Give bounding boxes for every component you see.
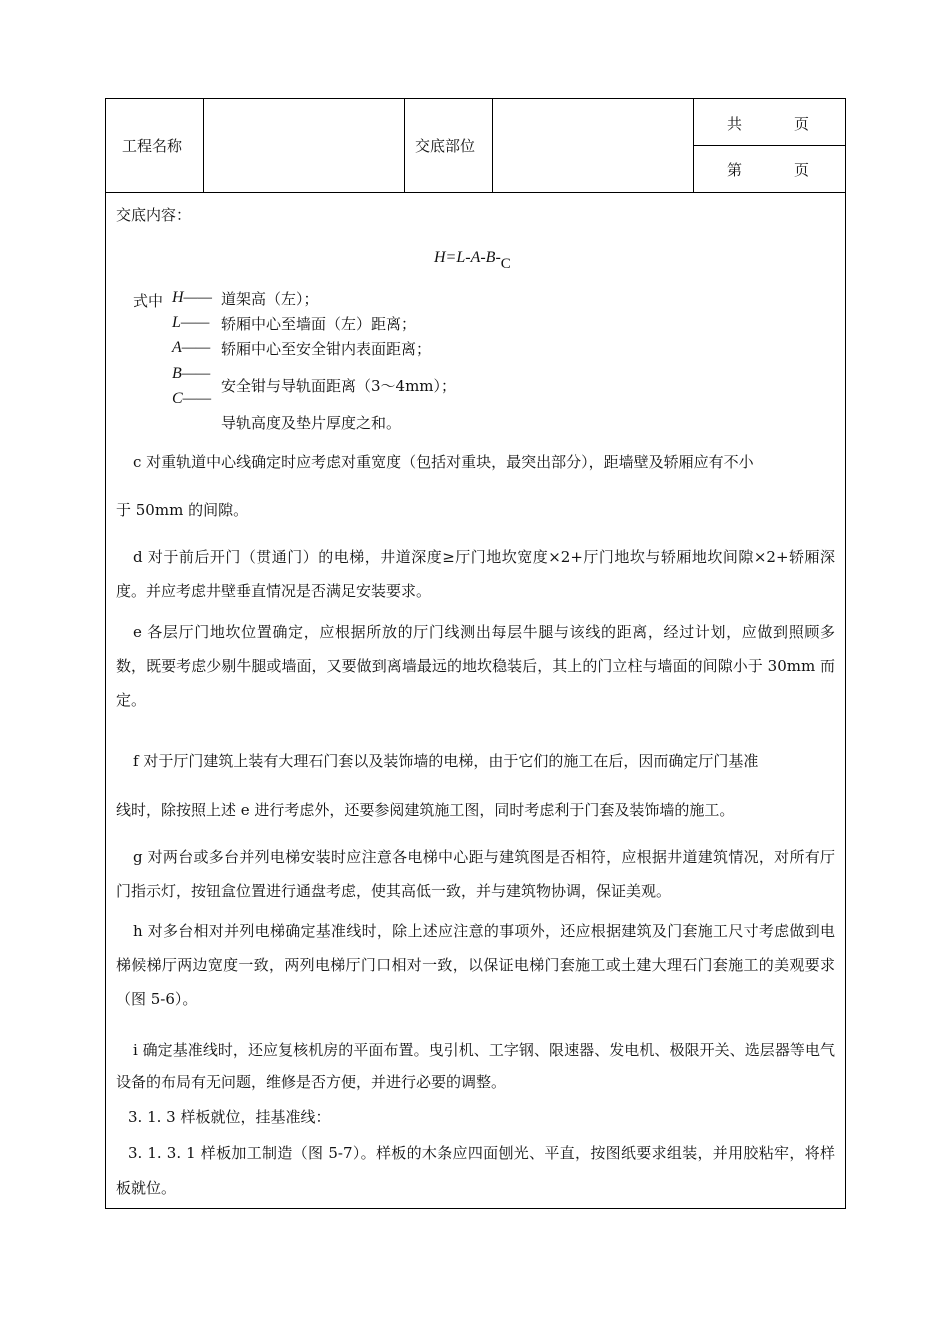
clause-c-line2: 于 50mm 的间隙。 bbox=[116, 501, 249, 519]
page-number-label: 第 bbox=[727, 161, 743, 179]
legend-symbol: L—— bbox=[172, 314, 210, 331]
divider bbox=[492, 99, 493, 192]
clause-i: i 确定基准线时，还应复核机房的平面布置。曳引机、工字钢、限速器、发电机、极限开关、选层器等电气设备的布局有无问题，维修是否方便，并进行必要的调整。 bbox=[116, 1041, 835, 1091]
legend-symbol: B—— bbox=[172, 365, 211, 382]
total-pages-unit: 页 bbox=[794, 115, 810, 133]
handover-part-label: 交底部位 bbox=[415, 137, 476, 155]
legend-description: 导轨高度及垫片厚度之和。 bbox=[221, 414, 402, 432]
clause-d: d 对于前后开门（贯通门）的电梯，井道深度≥厅门地坎宽度×2+厅门地坎与轿厢地坎间隙×2+轿厢深度。并应考虑井壁垂直情况是否满足安装要求。 bbox=[116, 548, 835, 600]
formula-main: H=L-A-B- bbox=[434, 249, 501, 266]
legend-symbol: H—— bbox=[172, 289, 213, 306]
clause-h: h 对多台相对并列电梯确定基准线时，除上述应注意的事项外，还应根据建筑及门套施工尺寸考虑做到电梯候梯厅两边宽度一致，两列电梯厅门口相对一致，以保证电梯门套施工或土建大理石门套施工的美观要求（图 5-6）。 bbox=[116, 922, 835, 1008]
formula-subscript: C bbox=[500, 256, 511, 272]
divider bbox=[203, 99, 204, 192]
clause-f-line2: 线时，除按照上述 e 进行考虑外，还要参阅建筑施工图，同时考虑利于门套及装饰墙的施工。 bbox=[116, 801, 735, 819]
project-name-label: 工程名称 bbox=[122, 137, 183, 155]
clause-c-line1: c 对重轨道中心线确定时应考虑对重宽度（包括对重块，最突出部分），距墙壁及轿厢应有不小 bbox=[133, 453, 754, 471]
clause-e: e 各层厅门地坎位置确定，应根据所放的厅门线测出每层牛腿与该线的距离，经过计划，应做到照顾多数，既要考虑少剔牛腿或墙面，又要做到离墙最远的地坎稳装后，其上的门立柱与墙面的间隙小于 30mm 而定。 bbox=[116, 623, 835, 709]
section-3-1-3: 3. 1. 3 样板就位，挂基准线： bbox=[128, 1108, 331, 1126]
clause-g: g 对两台或多台并列电梯安装时应注意各电梯中心距与建筑图是否相符，应根据井道建筑情况，对所有厅门指示灯，按钮盒位置进行通盘考虑，使其高低一致，并与建筑物协调，保证美观。 bbox=[116, 848, 835, 900]
formula bbox=[434, 249, 511, 272]
clause-f-line1: f 对于厅门建筑上装有大理石门套以及装饰墙的电梯，由于它们的施工在后，因而确定厅门基准 bbox=[133, 752, 759, 770]
legend-description: 轿厢中心至墙面（左）距离； bbox=[221, 315, 417, 333]
divider bbox=[693, 145, 845, 146]
legend-prefix: 式中 bbox=[133, 292, 164, 310]
handover-form bbox=[105, 98, 846, 1209]
section-3-1-3-1: 3. 1. 3. 1 样板加工制造（图 5-7）。样板的木条应四面刨光、平直，按图纸要求组装，并用胶粘牢，将样板就位。 bbox=[116, 1144, 835, 1197]
legend-symbol: C—— bbox=[172, 390, 212, 407]
legend-description: 轿厢中心至安全钳内表面距离； bbox=[221, 340, 432, 358]
legend-description: 道架高（左）； bbox=[221, 290, 319, 308]
content-intro-label: 交底内容： bbox=[116, 206, 192, 224]
legend-symbol: A—— bbox=[172, 339, 211, 356]
divider bbox=[404, 99, 405, 192]
page-number-unit: 页 bbox=[794, 161, 810, 179]
form-header bbox=[106, 99, 845, 193]
total-pages-label: 共 bbox=[727, 115, 743, 133]
legend-description: 安全钳与导轨面距离（3～4mm）； bbox=[221, 377, 457, 395]
handover-content bbox=[106, 192, 845, 1208]
